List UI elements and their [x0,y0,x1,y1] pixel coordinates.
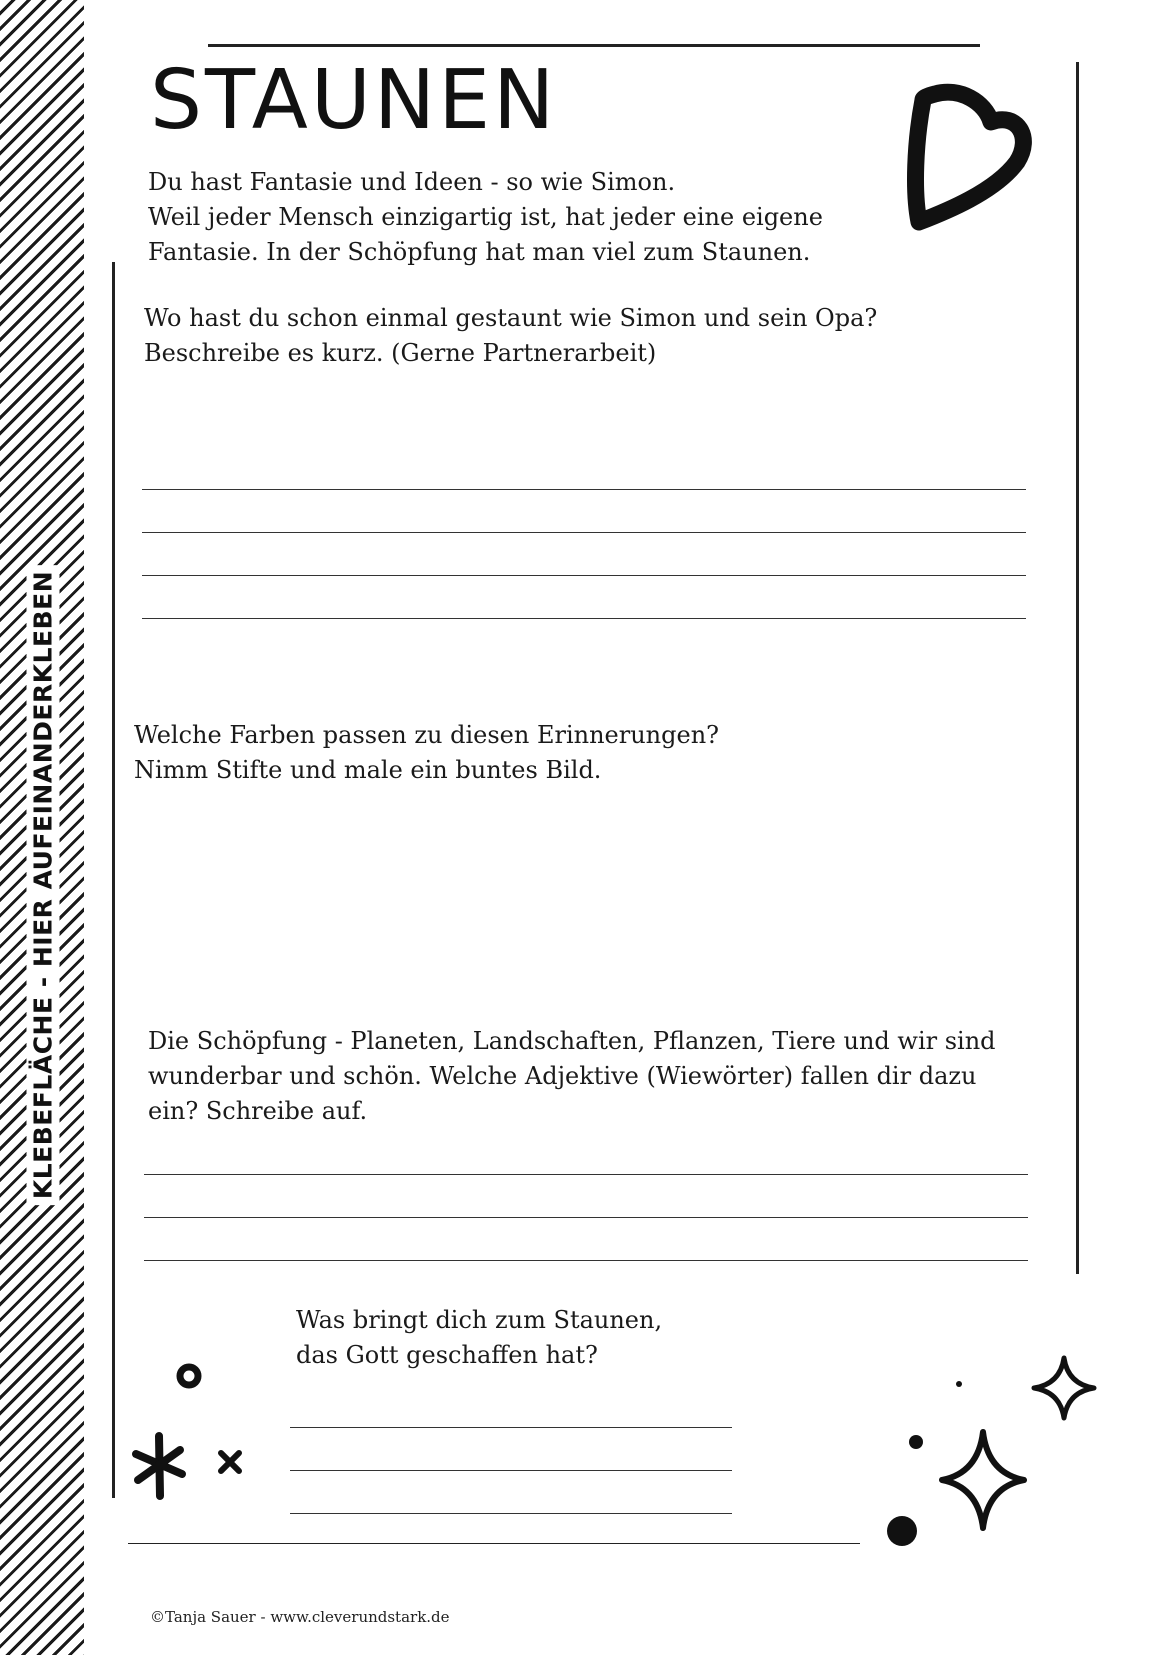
bottom-rule [128,1543,860,1544]
glue-area-stripe [0,0,84,1655]
task3-line: wunderbar und schön. Welche Adjektive (Wiewörter) fallen dir dazu [148,1062,977,1090]
task4-prompt [296,1303,662,1373]
page-title: STAUNEN [150,53,558,148]
answer-line[interactable] [142,489,1026,490]
answer-line[interactable] [142,618,1026,619]
task3-line: ein? Schreibe auf. [148,1097,368,1125]
task4-line: das Gott geschaffen hat? [296,1341,598,1369]
glue-area-label: KLEBEFLÄCHE - HIER AUFEINANDERKLEBEN [27,565,60,1205]
dot-icon [908,1434,924,1450]
task4-line: Was bringt dich zum Staunen, [296,1306,663,1334]
intro-line: Du hast Fantasie und Ideen - so wie Simon. [148,168,676,196]
circle-icon [175,1362,203,1390]
sparkle-star-icon [938,1428,1028,1532]
answer-line[interactable] [144,1217,1028,1218]
task1-line: Wo hast du schon einmal gestaunt wie Simon und sein Opa? [144,304,878,332]
answer-line[interactable] [142,532,1026,533]
sparkle-star-icon [1030,1354,1098,1422]
task2-line: Welche Farben passen zu diesen Erinnerungen? [134,721,720,749]
answer-line[interactable] [290,1427,732,1428]
intro-line: Weil jeder Mensch einzigartig ist, hat jeder eine eigene [148,203,823,231]
answer-line[interactable] [144,1174,1028,1175]
intro-text [148,165,823,270]
answer-line[interactable] [142,575,1026,576]
right-rule [1076,62,1079,1274]
answer-line[interactable] [290,1513,732,1514]
heart-icon [905,82,1035,237]
dot-icon [955,1380,963,1388]
task1-prompt [144,301,877,371]
answer-line[interactable] [290,1470,732,1471]
copyright-footer: ©Tanja Sauer - www.cleverundstark.de [150,1608,450,1626]
task1-line: Beschreibe es kurz. (Gerne Partnerarbeit) [144,339,657,367]
task2-prompt [134,718,719,788]
task3-prompt [148,1024,996,1129]
intro-line: Fantasie. In der Schöpfung hat man viel zum Staunen. [148,238,811,266]
drawing-area[interactable] [134,800,1024,1010]
answer-line[interactable] [144,1260,1028,1261]
dot-icon [885,1514,919,1548]
task3-line: Die Schöpfung - Planeten, Landschaften, Pflanzen, Tiere und wir sind [148,1027,996,1055]
asterisk-icon [130,1430,188,1502]
left-rule [112,262,115,1498]
cross-icon [216,1448,244,1476]
top-rule [208,44,980,47]
task2-line: Nimm Stifte und male ein buntes Bild. [134,756,602,784]
